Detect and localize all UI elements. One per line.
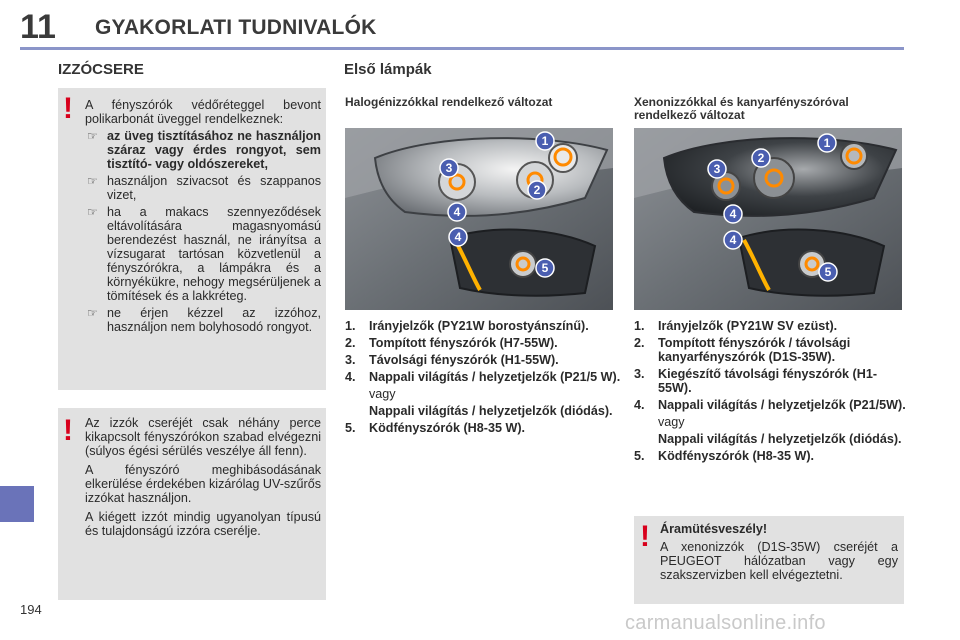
warning-box-bulb	[58, 408, 326, 600]
svg-text:2: 2	[533, 183, 541, 197]
chapter-number: 11	[20, 8, 56, 46]
exclamation-icon: !	[63, 414, 73, 447]
chapter-tab	[0, 486, 34, 522]
danger-title: Áramütésveszély!	[660, 522, 768, 536]
xenon-bulb-list	[634, 319, 906, 466]
exclamation-icon: !	[640, 520, 650, 553]
warning-paragraph: A fényszóró meghibásodásának elkerülése érdekében kizárólag UV-szűrős izzókat használjon.	[85, 463, 321, 505]
svg-text:2: 2	[757, 151, 765, 165]
bullet-item: ☞ ne érjen kézzel az izzóhoz, használjon nem bolyhosodó rongyot.	[87, 306, 321, 334]
bullet-item: ☞ az üveg tisztításához ne használjon száraz vagy érdes rongyot, sem tisztító- vagy oldószereket,	[87, 129, 321, 171]
page-number: 194	[20, 602, 42, 617]
list-item: 3. Távolsági fényszórók (H1-55W).	[345, 353, 559, 367]
halogen-headlight-photo	[345, 128, 613, 310]
car-front-illustration	[634, 128, 902, 310]
list-item: 3. Kiegészítő távolsági fényszórók (H1-55W).	[634, 367, 878, 395]
chapter-title: GYAKORLATI TUDNIVALÓK	[95, 16, 377, 39]
or-text: vagy	[369, 387, 396, 401]
svg-text:4: 4	[454, 230, 462, 244]
warning-paragraph: Az izzók cseréjét csak néhány perce kikapcsolt fényszórókon szabad elvégezni (súlyos égési sérülés veszélye áll fenn).	[85, 416, 321, 458]
warning-box-glass	[58, 88, 326, 390]
svg-text:3: 3	[445, 161, 453, 175]
svg-text:5: 5	[824, 265, 832, 279]
xenon-heading: Xenonizzókkal és kanyarfényszóróval rendelkező változat	[634, 95, 849, 122]
header-rule	[20, 47, 904, 50]
svg-text:5: 5	[541, 261, 549, 275]
warning-paragraph: A kiégett izzót mindig ugyanolyan típusú és tulajdonságú izzóra cserélje.	[85, 510, 321, 538]
svg-text:1: 1	[541, 134, 549, 148]
halogen-bulb-list	[345, 319, 627, 438]
svg-text:3: 3	[713, 162, 721, 176]
bullet-item: ☞ ha a makacs szennyeződések eltávolítására magasnyomású berendezést használ, ne irányítsa a vízsugarat tartósan közvetlenül a fényszórókra, a lámpákra és a környékükre, nehogy megsérüljenek a tömítések és a lakkréteg.	[87, 205, 321, 303]
list-item-alternative: Nappali világítás / helyzetjelzők (diódás).	[658, 432, 902, 446]
svg-text:4: 4	[729, 207, 737, 221]
pointing-hand-icon: ☞	[87, 129, 98, 143]
list-item: 5. Ködfényszórók (H8-35 W).	[345, 421, 526, 435]
list-item: 5. Ködfényszórók (H8-35 W).	[634, 449, 815, 463]
svg-text:1: 1	[823, 136, 831, 150]
list-item: 4. Nappali világítás / helyzetjelzők (P21/5 W).	[345, 370, 621, 384]
warning-intro: A fényszórók védőréteggel bevont polikarbonát üveggel rendelkeznek:	[85, 98, 321, 126]
danger-text: A xenonizzók (D1S-35W) cseréjét a PEUGEOT hálózatban vagy egy szakszervizben kell elvégeztetni.	[660, 540, 898, 582]
list-item: 2. Tompított fényszórók / távolsági kanyarfényszórók (D1S-35W).	[634, 336, 851, 364]
watermark: carmanualsonline.info	[625, 612, 826, 634]
svg-text:4: 4	[453, 205, 461, 219]
section-title-izzocsere: IZZÓCSERE	[58, 61, 144, 78]
car-front-illustration	[345, 128, 613, 310]
or-text: vagy	[658, 415, 685, 429]
section-title-front-lamps: Első lámpák	[344, 61, 432, 78]
bullet-item: ☞ használjon szivacsot és szappanos vizet,	[87, 174, 321, 202]
list-item-alternative: Nappali világítás / helyzetjelzők (diódás).	[369, 404, 613, 418]
list-item: 1. Irányjelzők (PY21W borostyánszínű).	[345, 319, 589, 333]
list-item: 4. Nappali világítás / helyzetjelzők (P21/5W).	[634, 398, 906, 412]
svg-text:4: 4	[729, 233, 737, 247]
warning-box-electric-shock	[634, 516, 904, 604]
halogen-heading: Halogénizzókkal rendelkező változat	[345, 95, 553, 109]
list-item: 2. Tompított fényszórók (H7-55W).	[345, 336, 558, 350]
pointing-hand-icon: ☞	[87, 205, 98, 219]
xenon-headlight-photo	[634, 128, 902, 310]
pointing-hand-icon: ☞	[87, 306, 98, 320]
list-item: 1. Irányjelzők (PY21W SV ezüst).	[634, 319, 838, 333]
exclamation-icon: !	[63, 92, 73, 125]
pointing-hand-icon: ☞	[87, 174, 98, 188]
